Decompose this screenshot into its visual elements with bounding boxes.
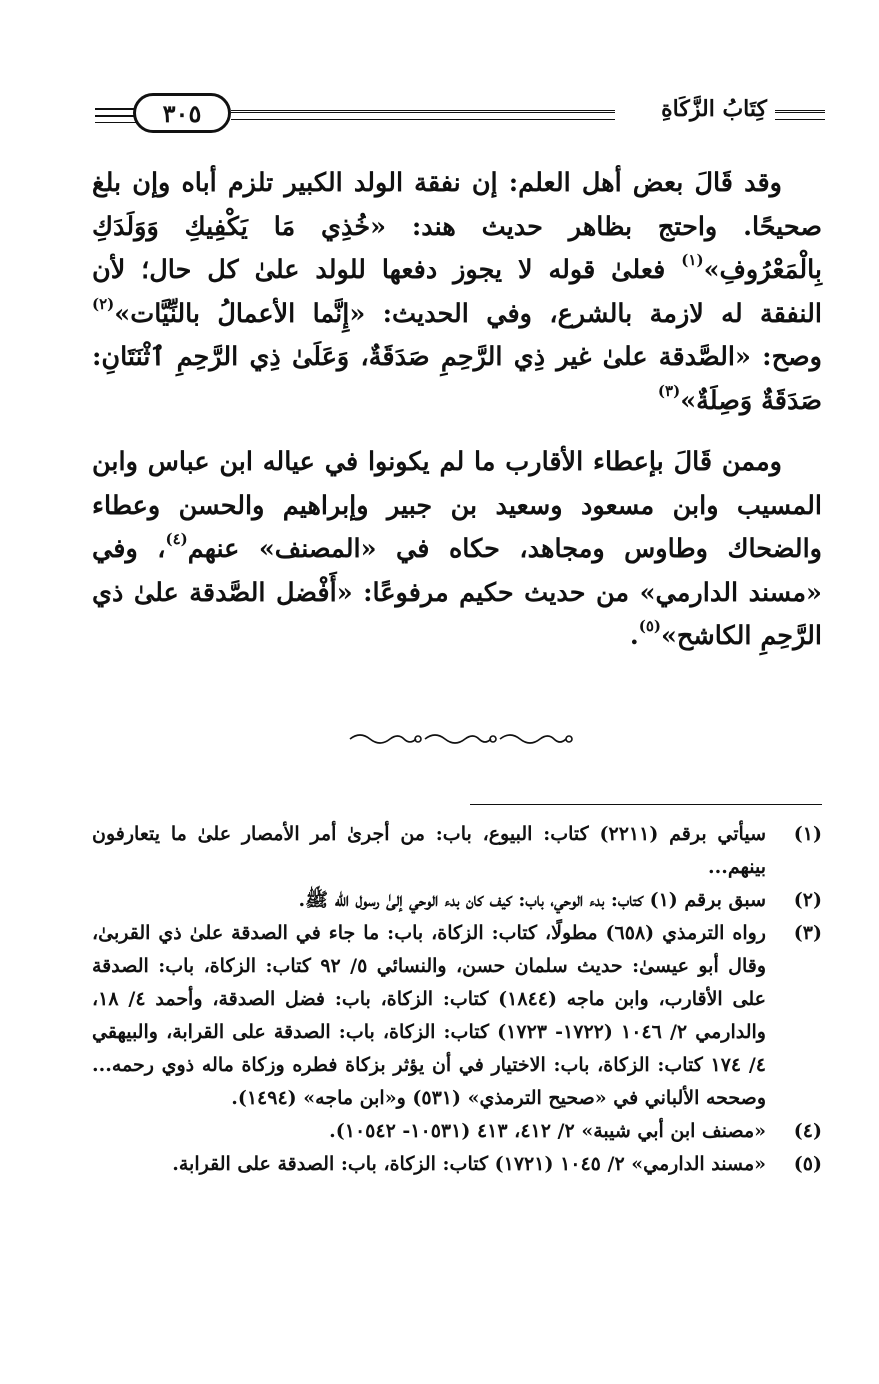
footnote-ref: (٥) [638, 617, 661, 635]
footnote-ref: (٣) [657, 381, 681, 400]
footnote-number: (٣) [793, 922, 822, 944]
footnote-ref: (٢) [92, 294, 115, 313]
page-header [95, 90, 825, 140]
text-run: وقد قَالَ بعض أهل العلم: إن نفقة الولد الكبير تلزم أباه وإن بلغ صحيحًا. واحتج بظاهر حديث هند: «خُذِي مَا يَكْفِيكِ وَوَلَدَكِ بِالْمَعْرُوفِ» [92, 168, 822, 285]
section-ornament [345, 727, 575, 751]
footnote [92, 884, 822, 917]
text-run: فعلىٰ قوله لا يجوز دفعها للولد علىٰ كل حال؛ لأن النفقة له لازمة بالشرع، وفي الحديث: «إِنَّما الأعمالُ بالنِّيَّات» [92, 255, 822, 329]
footnote-text: رواه الترمذي (٦٥٨) مطولًا، كتاب: الزكاة، باب: ما جاء في الصدقة علىٰ ذي القربىٰ، وقال أبو عيسىٰ: حديث سلمان حسن، والنسائي ٥/ ٩٢ كتاب: الزكاة، باب: الصدقة على الأقارب، وابن ماجه (١٨٤٤) كتاب: الزكاة، باب: فضل الصدقة، وأحمد ٤/ ١٨، والدارمي ٢/ ١٠٤٦ (١٧٢٢- ١٧٢٣) كتاب: الزكاة، باب: الصدقة على القرابة، والبيهقي ٤/ ١٧٤ كتاب: الزكاة، باب: الاختيار في أن يؤثر بزكاة فطره وزكاة ماله ذوي رحمه... وصححه الألباني في «صحيح الترمذي» (٥٣١) و«ابن ماجه» (١٤٩٤). [92, 922, 766, 1109]
paragraph [92, 162, 822, 423]
header-rule [231, 110, 615, 120]
footnote [92, 818, 822, 884]
footnote-number: (٢) [793, 889, 822, 911]
paragraph [92, 441, 822, 659]
footnote [92, 1115, 822, 1148]
footnote-number: (١) [793, 823, 822, 845]
footnote [92, 917, 822, 1115]
main-text [92, 162, 822, 659]
text-run: ، وفي «مسند الدارمي» من حديث حكيم مرفوعًا: «أَفْضل الصَّدقة علىٰ ذي الرَّحِمِ الكاشح» [92, 534, 822, 651]
header-rule [95, 122, 141, 123]
footnote-ref: (٤) [165, 530, 188, 548]
header-rule [775, 110, 825, 120]
footnote [92, 1148, 822, 1181]
footnote-number: (٤) [793, 1120, 822, 1142]
footnote-text: «مسند الدارمي» ٢/ ١٠٤٥ (١٧٢١) كتاب: الزكاة، باب: الصدقة على القرابة. [172, 1153, 766, 1175]
footnote-separator [470, 804, 822, 805]
page-number: ٣٠٥ [133, 93, 231, 133]
text-run: وممن قَالَ بإعطاء الأقارب ما لم يكونوا في عياله ابن عباس وابن المسيب وابن مسعود وسعيد بن جبير وإبراهيم والحسن وعطاء والضحاك وطاوس ومجاهد، حكاه في «المصنف» عنهم [92, 447, 822, 564]
chapter-title: كِتَابُ الزَّكَاةِ [661, 96, 767, 122]
footnote-text: سبق برقم (١) كتاب: بدء الوحي، باب: كيف كان بدء الوحي إلىٰ رسول الله ﷺ. [298, 889, 766, 911]
footnote-text: سيأتي برقم (٢٢١١) كتاب: البيوع، باب: من أجرىٰ أمر الأمصار علىٰ ما يتعارفون بينهم... [92, 823, 766, 878]
footnotes [92, 818, 822, 1181]
footnote-text: «مصنف ابن أبي شيبة» ٢/ ٤١٢، ٤١٣ (١٠٥٣١- ١٠٥٤٢). [329, 1120, 766, 1142]
footnote-ref: (١) [681, 251, 704, 269]
text-run: وصح: «الصَّدقة علىٰ غير ذِي الرَّحِمِ صَدَقَةٌ، وَعَلَىٰ ذِي الرَّحِمِ ٱثْنَتَانِ: صَدَقَةٌ وَصِلَةٌ» [92, 342, 822, 416]
footnote-number: (٥) [793, 1153, 822, 1175]
text-run: . [629, 621, 639, 651]
